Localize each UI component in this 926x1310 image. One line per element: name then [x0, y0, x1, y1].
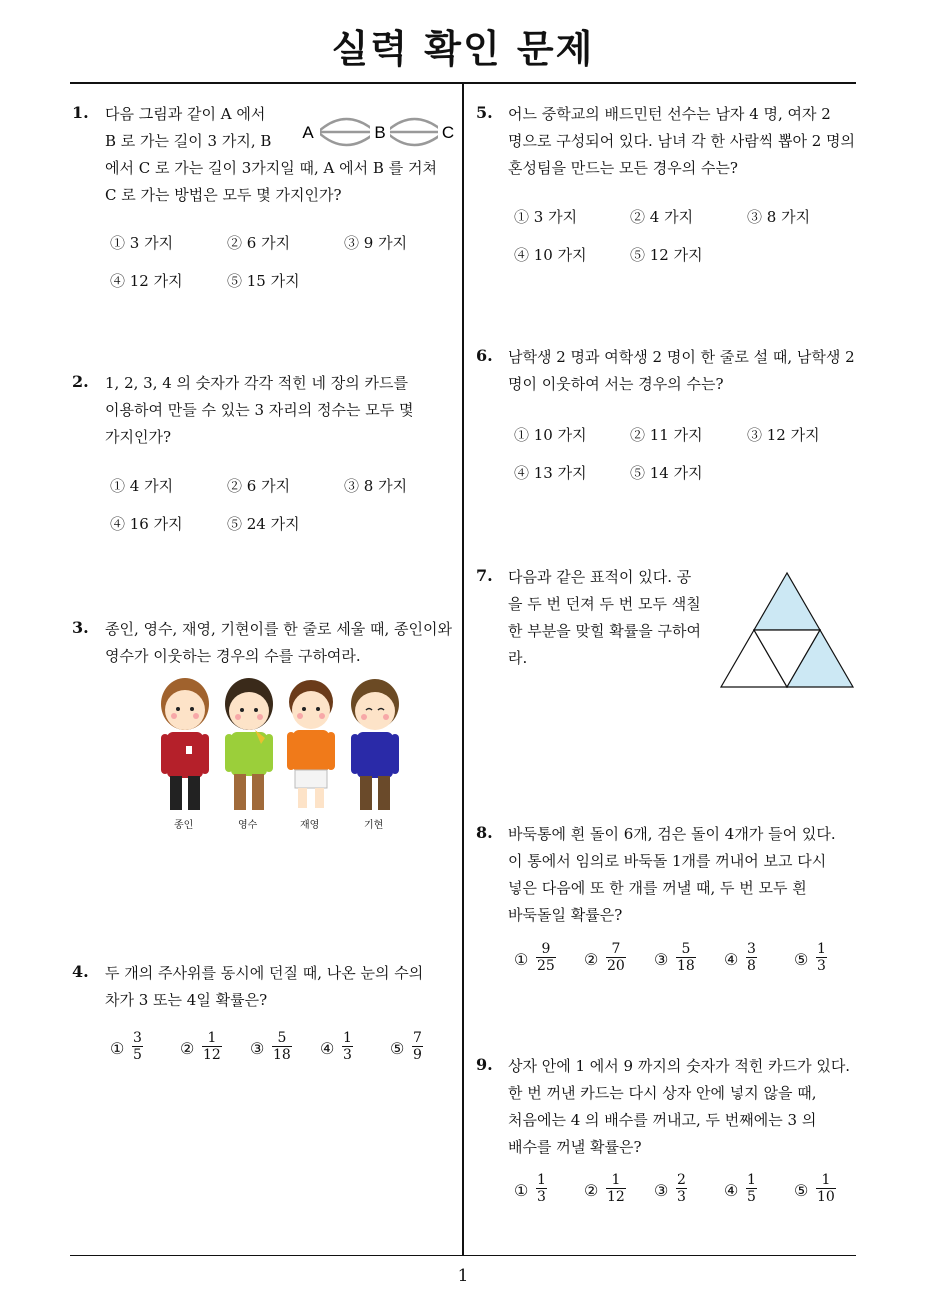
choice-1-fraction[interactable]: $\frac{1}{3}$	[537, 1172, 546, 1205]
choice-4-fraction[interactable]: $\frac{1}{5}$	[747, 1172, 756, 1205]
choice-1[interactable]: ① 3 가지	[514, 208, 578, 226]
choice-3-mark[interactable]: ③	[250, 1039, 265, 1058]
question-number: 1.	[72, 103, 89, 122]
path-diagram	[296, 108, 460, 156]
choice-3[interactable]: ③ 8 가지	[344, 477, 408, 495]
question-text: 종인, 영수, 재영, 기현이를 한 줄로 세울 때, 종인이와 영수가 이웃하는 경우의 수를 구하여라.	[105, 620, 453, 665]
question-text: 남학생 2 명과 여학생 2 명이 한 줄로 설 때, 남학생 2 명이 이웃하여 서는 경우의 수는?	[508, 348, 855, 393]
page-title: 실력 확인 문제	[331, 27, 595, 71]
choice-4[interactable]: ④ 13 가지	[514, 464, 587, 482]
choice-4-fraction[interactable]: $\frac{1}{3}$	[343, 1030, 352, 1063]
choice-4[interactable]: ④ 16 가지	[110, 515, 183, 533]
choice-2-mark[interactable]: ②	[584, 1181, 599, 1200]
page-number: 1	[457, 1266, 469, 1286]
choice-1-fraction[interactable]: $\frac{3}{5}$	[133, 1030, 142, 1063]
kid-gihyeon	[351, 679, 399, 810]
choice-4-fraction[interactable]: $\frac{3}{8}$	[747, 941, 756, 974]
choice-1-mark[interactable]: ①	[110, 1039, 125, 1058]
kid-label-3: 재영	[300, 820, 320, 831]
choice-1-mark[interactable]: ①	[514, 950, 529, 969]
question-number: 8.	[476, 823, 493, 842]
question-number: 3.	[72, 618, 89, 637]
node-c-label: C	[441, 123, 455, 142]
node-b-label: B	[374, 123, 386, 142]
choice-5[interactable]: ⑤ 12 가지	[630, 246, 703, 264]
question-number: 4.	[72, 962, 89, 981]
choice-2-mark[interactable]: ②	[180, 1039, 195, 1058]
choice-4[interactable]: ④ 10 가지	[514, 246, 587, 264]
choice-2-fraction[interactable]: $\frac{1}{12}$	[607, 1172, 625, 1205]
choice-3[interactable]: ③ 12 가지	[747, 426, 820, 444]
choice-2-fraction[interactable]: $\frac{1}{12}$	[203, 1030, 221, 1063]
choice-2[interactable]: ② 11 가지	[630, 426, 703, 444]
choice-3-mark[interactable]: ③	[654, 950, 669, 969]
choice-5-fraction[interactable]: $\frac{1}{3}$	[817, 941, 826, 974]
choice-3-mark[interactable]: ③	[654, 1181, 669, 1200]
choice-3-fraction[interactable]: $\frac{2}{3}$	[677, 1172, 686, 1205]
choice-5[interactable]: ⑤ 14 가지	[630, 464, 703, 482]
kid-label-4: 기현	[364, 820, 384, 831]
choice-4-mark[interactable]: ④	[320, 1039, 335, 1058]
choice-2-mark[interactable]: ②	[584, 950, 599, 969]
choice-5-fraction[interactable]: $\frac{1}{10}$	[817, 1172, 835, 1205]
choice-3-fraction[interactable]: $\frac{5}{18}$	[273, 1030, 291, 1063]
choice-5-fraction[interactable]: $\frac{7}{9}$	[413, 1030, 422, 1063]
bottom-rule	[70, 1255, 856, 1256]
choice-5-mark[interactable]: ⑤	[794, 950, 809, 969]
question-text: 어느 중학교의 배드민턴 선수는 남자 4 명, 여자 2 명으로 구성되어 있다. 남녀 각 한 사람씩 뽑아 2 명의 혼성팀을 만드는 모든 경우의 수는?	[508, 105, 856, 177]
choice-1[interactable]: ① 10 가지	[514, 426, 587, 444]
kid-label-2: 영수	[238, 820, 258, 831]
choice-4-mark[interactable]: ④	[724, 950, 739, 969]
question-text: 다음과 같은 표적이 있다. 공 을 두 번 던져 두 번 모두 색칠 한 부분을 맞힐 확률을 구하여 라.	[508, 568, 701, 667]
question-text: 상자 안에 1 에서 9 까지의 숫자가 적힌 카드가 있다. 한 번 꺼낸 카드는 다시 상자 안에 넣지 않을 때, 처음에는 4 의 배수를 꺼내고, 두 번째에는 3 의 배수를 꺼낼 확률은?	[508, 1057, 851, 1156]
question-number: 7.	[476, 566, 493, 585]
choice-1-fraction[interactable]: $\frac{9}{25}$	[537, 941, 555, 974]
choice-5[interactable]: ⑤ 15 가지	[227, 272, 300, 290]
question-number: 9.	[476, 1055, 493, 1074]
question-number: 5.	[476, 103, 493, 122]
column-divider	[462, 84, 464, 1256]
question-text: 두 개의 주사위를 동시에 던질 때, 나온 눈의 수의 차가 3 또는 4일 확률은?	[105, 964, 424, 1009]
choice-2[interactable]: ② 6 가지	[227, 234, 291, 252]
choice-3[interactable]: ③ 9 가지	[344, 234, 408, 252]
target-top-section	[754, 573, 820, 630]
choice-3[interactable]: ③ 8 가지	[747, 208, 811, 226]
kid-jongin	[161, 678, 209, 810]
question-text: 다음 그림과 같이 A 에서 B 로 가는 길이 3 가지, B 에서 C 로 가는 길이 3가지일 때, A 에서 B 를 거쳐 C 로 가는 방법은 모두 몇 가지인가?	[105, 105, 437, 204]
choice-2-fraction[interactable]: $\frac{7}{20}$	[607, 941, 625, 974]
choice-1[interactable]: ① 3 가지	[110, 234, 174, 252]
triangle-target	[718, 571, 856, 689]
choice-5-mark[interactable]: ⑤	[390, 1039, 405, 1058]
choice-1-mark[interactable]: ①	[514, 1181, 529, 1200]
choice-5[interactable]: ⑤ 24 가지	[227, 515, 300, 533]
question-number: 2.	[72, 372, 89, 391]
choice-4[interactable]: ④ 12 가지	[110, 272, 183, 290]
kid-label-1: 종인	[174, 820, 194, 831]
question-text: 바둑통에 흰 돌이 6개, 검은 돌이 4개가 들어 있다. 이 통에서 임의로 바둑돌 1개를 꺼내어 보고 다시 넣은 다음에 또 한 개를 꺼낼 때, 두 번 모두 흰 바둑돌일 확률은?	[508, 825, 836, 924]
choice-4-mark[interactable]: ④	[724, 1181, 739, 1200]
node-a-label: A	[302, 123, 314, 142]
four-kids-illustration	[155, 676, 415, 814]
choice-3-fraction[interactable]: $\frac{5}{18}$	[677, 941, 695, 974]
kid-yeongsu	[225, 678, 273, 810]
question-number: 6.	[476, 346, 493, 365]
choice-2[interactable]: ② 4 가지	[630, 208, 694, 226]
choice-2[interactable]: ② 6 가지	[227, 477, 291, 495]
choice-1[interactable]: ① 4 가지	[110, 477, 174, 495]
kid-jaeyeong	[287, 680, 335, 808]
choice-5-mark[interactable]: ⑤	[794, 1181, 809, 1200]
question-text: 1, 2, 3, 4 의 숫자가 각각 적힌 네 장의 카드를 이용하여 만들 수 있는 3 자리의 정수는 모두 몇 가지인가?	[105, 374, 414, 446]
